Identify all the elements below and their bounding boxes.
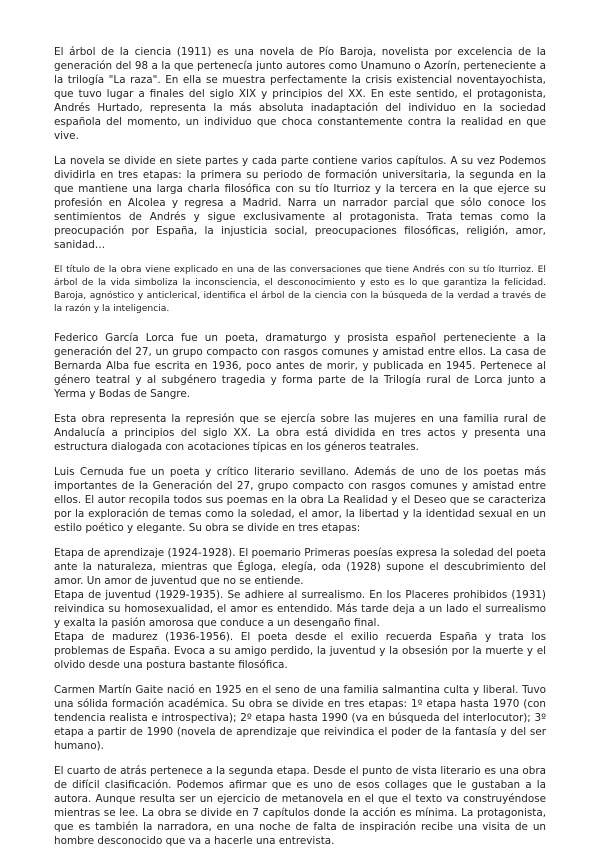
paragraph-martin-gaite-intro: Carmen Martín Gaite nació en 1925 en el seno de una familia salmantina culta y liberal. Tuvo una sólida formación académica. Su obra se divide en tres etapas: 1º etapa hasta 1970 (con tendencia realista e introspectiva); 2º etapa hasta 1990 (va en búsqueda del interlocutor); 3º etapa a partir de 1990 (novela de aprendizaje que reivindica el poder de la fantasía y del ser humano). — [54, 684, 546, 752]
cernuda-stages-list — [54, 546, 546, 672]
paragraph-cernuda-intro: Luis Cernuda fue un poeta y crítico literario sevillano. Además de uno de los poetas más importantes de la Generación del 27, grupo compacto con rasgos comunes y amistad entre ellos. El autor recopila todos sus poemas en la obra La Realidad y el Deseo que se caracteriza por la exploración de temas como la soledad, el amor, la libertad y la identidad sexual en un estilo poético y elegante. Su obra se divide en tres etapas: — [54, 466, 546, 534]
paragraph-lorca-intro: Federico García Lorca fue un poeta, dramaturgo y prosista español perteneciente a la generación del 27, un grupo compacto con rasgos comunes y amistad entre ellos. La casa de Bernarda Alba fue escrita en 1936, poco antes de morir, y publicada en 1945. Pertenece al género teatral y al subgénero tragedia y forma parte de la Trilogía rural de Lorca junto a Yerma y Bodas de Sangre. — [54, 332, 546, 400]
paragraph-baroja-title: El título de la obra viene explicado en una de las conversaciones que tiene Andrés con su tío Iturrioz. El árbol de la vida simboliza la inconsciencia, el desconocimiento y esto es lo que garantiza la felicidad. Baroja, agnóstico y anticlerical, identifica el árbol de la ciencia con la búsqueda de la verdad a través de la razón y la inteligencia. — [54, 264, 546, 314]
stage-item-juventud: Etapa de juventud (1929-1935). Se adhiere al surrealismo. En los Placeres prohibidos (1931) reivindica su homosexualidad, el amor es entendido. Más tarde deja a un lado el surrealismo y exalta la pasión amorosa que conduce a un desengaño final. — [54, 589, 546, 629]
stage-item-aprendizaje: Etapa de aprendizaje (1924-1928). El poemario Primeras poesías expresa la soledad del poeta ante la naturaleza, mientras que Égloga, elegía, oda (1928) supone el descubrimiento del amor. Un amor de juventud que no se entiende. — [54, 547, 546, 587]
paragraph-baroja-structure: La novela se divide en siete partes y cada parte contiene varios capítulos. A su vez Podemos dividirla en tres etapas: la primera su periodo de formación universitaria, la segunda en la que mantiene una larga charla filosófica con su tío Iturrioz y la tercera en la que ejerce su profesión en Alcolea y regresa a Madrid. Narra un narrador parcial que sólo conoce los sentimientos de Andrés y sigue exclusivamente al protagonista. Trata temas como la preocupación por España, la injusticia social, preocupaciones filosóficas, religión, amor, sanidad… — [54, 155, 546, 251]
paragraph-lorca-work: Esta obra representa la represión que se ejercía sobre las mujeres en una familia rural de Andalucía a principios del siglo XX. La obra está dividida en tres actos y presenta una estructura dialogada con acotaciones típicas en los géneros teatrales. — [54, 413, 546, 453]
stage-item-madurez: Etapa de madurez (1936-1956). El poeta desde el exilio recuerda España y trata los problemas de España. Evoca a su amigo perdido, la juventud y la obsesión por la muerte y el olvido desde una postura bastante filosófica. — [54, 631, 546, 671]
paragraph-baroja-intro: El árbol de la ciencia (1911) es una novela de Pío Baroja, novelista por excelencia de la generación del 98 a la que pertenecía junto autores como Unamuno o Azorín, perteneciente a la trilogía "La raza". En ella se muestra perfectamente la crisis existencial noventayochista, que tuvo lugar a finales del siglo XIX y principios del XX. En este sentido, el protagonista, Andrés Hurtado, representa la más absoluta inadaptación del individuo en la sociedad española del momento, un individuo que choca constantemente contra la realidad en que vive. — [54, 46, 546, 142]
paragraph-cuarto-de-atras: El cuarto de atrás pertenece a la segunda etapa. Desde el punto de vista literario es una obra de difícil clasificación. Podemos afirmar que es uno de esos collages que le gustaban a la autora. Aunque resulta ser un ejercicio de metanovela en el que el texto va construyéndose mientras se lee. La obra se divide en 7 capítulos donde la acción es mínima. La protagonista, que es también la narradora, en una noche de falta de inspiración recibe una visita de un hombre desconocido que va a hacerle una entrevista. — [54, 765, 546, 847]
